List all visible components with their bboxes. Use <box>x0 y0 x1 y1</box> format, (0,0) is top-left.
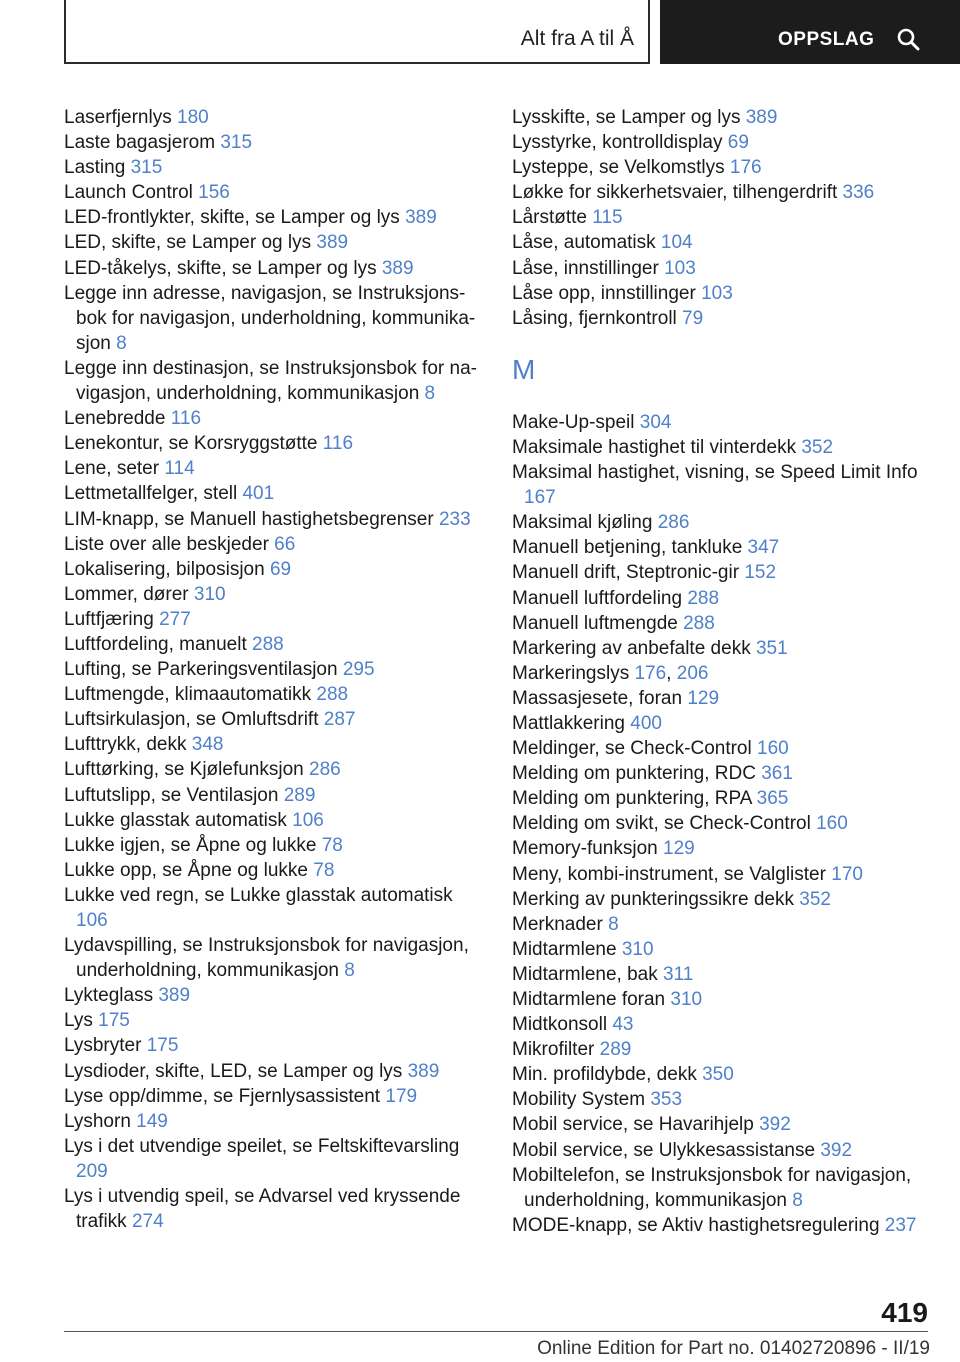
page-link[interactable]: 304 <box>639 411 672 433</box>
page-link[interactable]: 288 <box>252 633 284 655</box>
index-entry <box>64 230 482 255</box>
page-link[interactable]: 180 <box>177 107 209 128</box>
page-link[interactable]: 116 <box>322 433 354 455</box>
entry-term: Maksimal hastighet, visning, se Speed Limit Info <box>512 462 918 484</box>
page-link[interactable]: 288 <box>683 612 715 634</box>
section-title: Alt fra A til Å <box>520 27 634 50</box>
index-group-m <box>512 410 932 1238</box>
page-link[interactable]: 8 <box>792 1189 803 1211</box>
entry-term: Mobility System <box>512 1089 646 1111</box>
page-link[interactable]: 389 <box>381 257 414 279</box>
index-entry <box>64 858 482 883</box>
page-link[interactable]: 8 <box>608 913 619 935</box>
entry-term: Luftutslipp, se Ventilasjon <box>64 784 279 806</box>
index-entry <box>64 456 482 481</box>
entry-term: Lenebredde <box>64 408 166 430</box>
index-entry <box>64 1134 482 1184</box>
entry-term: Lukke glasstak automatisk <box>64 809 287 831</box>
entry-term: Lyshorn <box>64 1110 131 1132</box>
index-entry <box>64 1008 482 1033</box>
entry-term: Mattlakkering <box>512 712 625 734</box>
page-link[interactable]: 401 <box>242 483 275 505</box>
index-entry: Markeringslys 176, 206 <box>512 662 709 684</box>
page-link[interactable]: 114 <box>164 458 195 480</box>
entry-term: Mobiltelefon, se Instruksjonsbok for navigasjon, underholdning, kommunikasjon <box>512 1164 912 1211</box>
page-link[interactable]: 289 <box>283 784 316 806</box>
entry-term: Luftmengde, klimaautomatikk <box>64 684 312 706</box>
entry-term: LED, skifte, se Lamper og lys <box>64 232 312 254</box>
entry-term: Lyse opp/dimme, se Fjernlysassistent <box>64 1085 381 1107</box>
page-link[interactable]: 289 <box>599 1039 632 1061</box>
entry-term: Mikrofilter <box>512 1039 595 1061</box>
entry-term: Luftsirkulasjon, se Omluftsdrift <box>64 709 319 731</box>
footer-text: Online Edition for Part no. 01402720896 - II/19 <box>537 1338 930 1359</box>
page-link[interactable]: 176 <box>634 662 667 684</box>
entry-term: Meldinger, se Check-Control <box>512 738 752 760</box>
index-entry <box>64 481 482 506</box>
index-entry <box>64 707 482 732</box>
entry-term: Luftfordeling, manuelt <box>64 633 247 655</box>
entry-term: Lenekontur, se Korsryggstøtte <box>64 433 318 455</box>
index-entry <box>64 808 482 833</box>
page-link[interactable]: 175 <box>98 1010 130 1032</box>
page-link[interactable]: 156 <box>198 182 230 204</box>
entry-term: Lukke ved regn, se Lukke glasstak automatisk <box>64 884 453 906</box>
page-link[interactable]: 167 <box>524 487 556 509</box>
entry-term: Låse, automatisk <box>512 232 656 254</box>
entry-term: Lene, seter <box>64 458 160 480</box>
entry-term: Merknader <box>512 913 603 935</box>
index-entry <box>64 1033 482 1058</box>
entry-term: Lysstyrke, kontrolldisplay <box>512 132 723 154</box>
entry-term: Lysskifte, se Lamper og lys <box>512 107 741 128</box>
page-link[interactable]: 170 <box>831 863 863 885</box>
index-entry <box>64 431 482 456</box>
entry-term: Massasjesete, foran <box>512 687 683 709</box>
page-link[interactable]: 311 <box>663 963 694 985</box>
index-entry <box>64 507 482 532</box>
entry-term: Låse, innstillinger <box>512 257 659 279</box>
page-link[interactable]: 78 <box>313 859 335 881</box>
page-link[interactable]: 315 <box>220 132 253 154</box>
index-entry <box>512 636 932 661</box>
page-link[interactable]: 103 <box>701 282 733 304</box>
entry-term: Lommer, dører <box>64 583 189 605</box>
entry-term: Luftfjæring <box>64 608 154 630</box>
entry-term: Lysteppe, se Velkomstlys <box>512 157 725 179</box>
page-link[interactable]: 103 <box>664 257 696 279</box>
index-entry <box>512 1112 932 1137</box>
page-link[interactable]: 69 <box>269 558 292 580</box>
entry-term: Lys i det utvendige speilet, se Feltskiftevarsling <box>64 1135 460 1157</box>
page-link[interactable]: 206 <box>676 662 709 684</box>
entry-term: Launch Control <box>64 182 193 204</box>
entry-term: Lys <box>64 1010 93 1032</box>
index-entry <box>64 406 482 431</box>
index-column-right <box>512 105 932 1238</box>
page-link[interactable]: 106 <box>76 910 108 931</box>
index-entry <box>512 230 932 255</box>
page-link[interactable]: 352 <box>801 436 834 458</box>
section-letter: M <box>512 353 536 385</box>
index-entry <box>512 1062 932 1087</box>
index-column-left <box>64 105 482 1234</box>
page-link[interactable]: 237 <box>884 1214 917 1236</box>
page-link[interactable]: 115 <box>592 207 623 229</box>
page-link[interactable]: 392 <box>759 1114 791 1136</box>
index-entry <box>512 410 932 435</box>
entry-term: Lukke opp, se Åpne og lukke <box>64 859 309 881</box>
index-entry <box>64 933 482 983</box>
index-entry <box>512 535 932 560</box>
page-link[interactable]: 389 <box>316 232 349 254</box>
page-link[interactable]: 336 <box>842 182 875 204</box>
index-entry <box>512 937 932 962</box>
index-entry <box>512 987 932 1012</box>
index-entry <box>512 1037 932 1062</box>
entry-term: Lydavspilling, se Instruksjonsbok for navigasjon, underholdning, kommunikasjon <box>64 935 469 982</box>
page-link[interactable]: 389 <box>745 107 778 128</box>
entry-term: Manuell luftmengde <box>512 612 678 634</box>
index-entry <box>512 306 932 331</box>
entry-term: Manuell drift, Steptronic-gir <box>512 562 740 584</box>
entry-term: Markeringslys <box>512 662 630 684</box>
entry-term: Melding om punktering, RDC <box>512 763 756 785</box>
entry-term: Manuell betjening, tankluke <box>512 537 743 559</box>
entry-term: MODE-knapp, se Aktiv hastighetsregulering <box>512 1214 880 1236</box>
index-entry <box>512 281 932 306</box>
footer-divider <box>64 1331 928 1332</box>
index-entry <box>64 983 482 1008</box>
index-entry <box>512 736 932 761</box>
entry-term: Lys i utvendig speil, se Advarsel ved kryssende trafikk <box>64 1186 461 1233</box>
page-link[interactable]: 348 <box>191 734 224 756</box>
index-entry <box>512 962 932 987</box>
page-link[interactable]: 129 <box>663 838 695 860</box>
index-entry <box>64 1184 482 1234</box>
page-link[interactable]: 79 <box>682 307 704 329</box>
entry-term: LED-frontlykter, skifte, se Lamper og lys <box>64 207 400 229</box>
entry-term: Melding om svikt, se Check-Control <box>512 813 811 835</box>
page-link[interactable]: 149 <box>136 1110 168 1132</box>
page-link[interactable]: 352 <box>799 888 831 910</box>
index-entry <box>64 582 482 607</box>
page-link[interactable]: 8 <box>424 383 436 405</box>
entry-term: Min. profildybde, dekk <box>512 1064 697 1086</box>
index-entry <box>64 757 482 782</box>
index-entry <box>512 155 932 180</box>
index-entry <box>64 180 482 205</box>
index-entry <box>512 1163 932 1213</box>
page-link[interactable]: 365 <box>756 788 789 810</box>
page-link[interactable]: 400 <box>630 712 662 734</box>
index-entry <box>512 862 932 887</box>
index-entry <box>512 1213 932 1238</box>
index-entry <box>512 686 932 711</box>
page-link[interactable]: 8 <box>344 960 355 982</box>
index-entry <box>512 130 932 155</box>
index-entry <box>64 557 482 582</box>
page-link[interactable]: 310 <box>621 938 654 960</box>
page-link[interactable]: 351 <box>755 637 788 659</box>
index-entry <box>64 532 482 557</box>
entry-term: Melding om punktering, RPA <box>512 788 752 810</box>
entry-term: Legge inn destinasjon, se Instruksjonsbok for navigasjon, underholdning, kommunikasjon <box>64 357 477 405</box>
entry-term: Midtkonsoll <box>512 1014 608 1036</box>
index-entry <box>64 205 482 230</box>
entry-term: Laserfjernlys <box>64 107 172 128</box>
page-link[interactable]: 233 <box>438 508 471 530</box>
page-link[interactable]: 347 <box>747 537 780 559</box>
page-link[interactable]: 361 <box>761 763 793 785</box>
page-link[interactable]: 43 <box>612 1014 634 1036</box>
entry-term: Lårstøtte <box>512 207 587 229</box>
page-link[interactable]: 8 <box>116 332 127 354</box>
index-entry <box>64 833 482 858</box>
index-entry <box>64 682 482 707</box>
entry-term: Låse opp, innstillinger <box>512 282 696 304</box>
page-link[interactable]: 179 <box>385 1085 418 1107</box>
index-entry <box>64 883 482 933</box>
page-link[interactable]: 175 <box>146 1035 179 1057</box>
index-entry <box>64 1084 482 1109</box>
page-link[interactable]: 389 <box>405 207 437 229</box>
index-entry <box>64 105 482 130</box>
entry-term: Lufting, se Parkeringsventilasjon <box>64 659 338 681</box>
page-link[interactable]: 160 <box>757 738 789 760</box>
oppslag-label: OPPSLAG <box>778 29 875 50</box>
page-link[interactable]: 389 <box>158 985 191 1007</box>
index-entry <box>64 256 482 281</box>
index-entry <box>64 1059 482 1084</box>
oppslag-tab[interactable] <box>660 0 960 64</box>
index-entry <box>64 281 482 356</box>
index-group-l <box>512 105 932 331</box>
page-link[interactable]: 295 <box>342 659 375 681</box>
index-entry <box>512 761 932 786</box>
page-link[interactable]: 116 <box>170 408 202 430</box>
entry-term: Lufttrykk, dekk <box>64 734 187 756</box>
entry-term: Midtarmlene <box>512 938 617 960</box>
entry-term: LIM-knapp, se Manuell hastighetsbegrenser <box>64 508 434 530</box>
index-entry <box>512 887 932 912</box>
page-link[interactable]: 209 <box>76 1160 108 1182</box>
index-entry <box>512 912 932 937</box>
index-entry <box>512 586 932 611</box>
entry-term: Lysbryter <box>64 1035 142 1057</box>
page-link[interactable]: 288 <box>316 684 349 706</box>
index-entry <box>512 786 932 811</box>
page-link[interactable]: 66 <box>274 533 296 555</box>
page-link[interactable]: 315 <box>130 157 163 179</box>
entry-term: Maksimal kjøling <box>512 512 653 534</box>
index-entry <box>512 711 932 736</box>
index-entry <box>512 256 932 281</box>
index-entry <box>64 1109 482 1134</box>
entry-term: Meny, kombi-instrument, se Valglister <box>512 863 826 885</box>
page-link[interactable]: 310 <box>670 989 703 1010</box>
entry-term: Laste bagasjerom <box>64 132 216 154</box>
index-entry <box>64 607 482 632</box>
index-entry <box>512 460 932 510</box>
page-link[interactable]: 160 <box>816 813 848 835</box>
page-link[interactable]: 274 <box>131 1211 164 1233</box>
page-link[interactable]: 353 <box>650 1089 683 1111</box>
entry-term: Mobil service, se Ulykkesassistanse <box>512 1139 816 1161</box>
entry-term: Merking av punkteringssikre dekk <box>512 888 794 910</box>
index-entry <box>64 130 482 155</box>
page-link[interactable]: 277 <box>159 608 191 630</box>
search-icon[interactable] <box>896 27 920 51</box>
index-entry <box>512 811 932 836</box>
page-link[interactable]: 288 <box>687 587 720 609</box>
index-entry <box>512 560 932 585</box>
index-entry <box>64 783 482 808</box>
page-link[interactable]: 287 <box>323 709 356 731</box>
entry-term: Lettmetallfelger, stell <box>64 483 238 505</box>
entry-term: Lokalisering, bilposisjon <box>64 558 265 580</box>
entry-term: Memory-funksjon <box>512 838 658 860</box>
index-entry <box>64 155 482 180</box>
index-entry <box>64 732 482 757</box>
page-link[interactable]: 350 <box>702 1064 734 1086</box>
entry-term: Lykteglass <box>64 985 154 1007</box>
page-link[interactable]: 78 <box>321 834 343 856</box>
page-link[interactable]: 106 <box>292 809 324 831</box>
section-header <box>64 0 650 64</box>
index-entry <box>512 1012 932 1037</box>
index-entry <box>64 632 482 657</box>
entry-term: Lasting <box>64 157 126 179</box>
entry-term: Liste over alle beskjeder <box>64 533 269 555</box>
entry-term: Markering av anbefalte dekk <box>512 637 751 659</box>
entry-term: Midtarmlene, bak <box>512 963 658 985</box>
index-entry <box>512 1087 932 1112</box>
index-entry <box>512 510 932 535</box>
page-link[interactable]: 389 <box>407 1060 440 1082</box>
page-link[interactable]: 286 <box>657 512 690 534</box>
entry-term: Lufttørking, se Kjølefunksjon <box>64 759 304 781</box>
page-link[interactable]: 129 <box>687 687 720 709</box>
entry-term: Make-Up-speil <box>512 411 635 433</box>
page-link[interactable]: 392 <box>820 1139 853 1161</box>
index-entry <box>512 435 932 460</box>
page-link[interactable]: 176 <box>729 157 762 179</box>
page-number: 419 <box>881 1297 928 1328</box>
index-entry <box>64 657 482 682</box>
entry-term: Legge inn adresse, navigasjon, se Instruksjonsbok for navigasjon, underholdning, kommunikasjon <box>64 282 476 354</box>
index-entry <box>512 105 932 130</box>
entry-term: LED-tåkelys, skifte, se Lamper og lys <box>64 257 377 279</box>
entry-term: Manuell luftfordeling <box>512 587 683 609</box>
entry-term: Midtarmlene foran <box>512 989 666 1010</box>
entry-term: Maksimale hastighet til vinterdekk <box>512 436 797 458</box>
index-entry <box>512 611 932 636</box>
entry-term: Løkke for sikkerhetsvaier, tilhengerdrift <box>512 182 838 204</box>
index-entry <box>512 836 932 861</box>
entry-term: Lysdioder, skifte, LED, se Lamper og lys <box>64 1060 403 1082</box>
index-entry <box>512 1138 932 1163</box>
entry-term: Mobil service, se Havarihjelp <box>512 1114 754 1136</box>
page-link[interactable]: 310 <box>193 583 226 605</box>
entry-term: Låsing, fjernkontroll <box>512 307 677 329</box>
page-link[interactable]: 69 <box>727 132 749 154</box>
index-entry <box>512 180 932 205</box>
page-link[interactable]: 104 <box>660 232 693 254</box>
page-link[interactable]: 286 <box>309 759 341 781</box>
page-link[interactable]: 152 <box>744 562 777 584</box>
index-entry <box>512 205 932 230</box>
entry-term: Lukke igjen, se Åpne og lukke <box>64 834 317 856</box>
index-entry <box>64 356 482 406</box>
